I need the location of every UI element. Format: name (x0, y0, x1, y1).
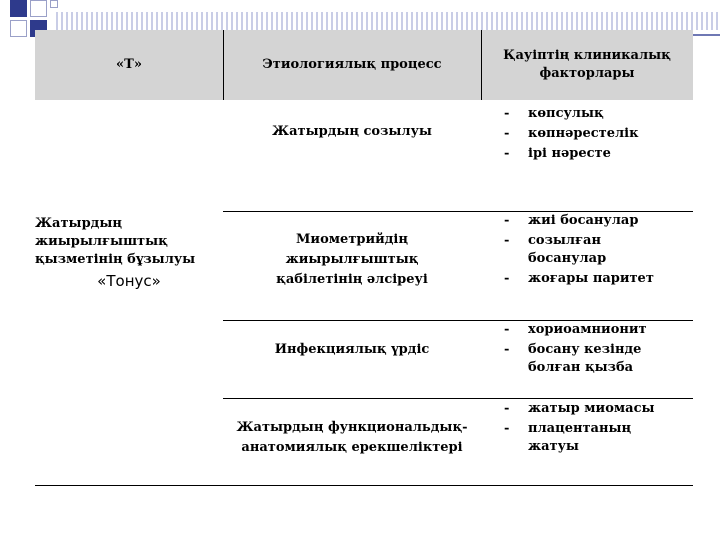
factor-list (503, 321, 663, 379)
header-col-factors: Қауіптің клиникалық факторлары (503, 48, 671, 81)
tonus-description: Жатырдың жиырылғыштық қызметінің бұзылуы (35, 216, 196, 267)
table-bottom-border (35, 485, 693, 486)
factor-text: ірі нәресте (528, 146, 611, 161)
bullet-dash: - (504, 106, 510, 121)
column-divider (481, 30, 482, 100)
list-item (503, 105, 703, 123)
bullet-dash: - (504, 146, 510, 161)
bullet-dash: - (504, 342, 510, 357)
decor-square (30, 0, 47, 17)
list-item (503, 232, 673, 268)
bullet-dash: - (504, 213, 510, 228)
decor-square (10, 20, 27, 37)
list-item (503, 145, 703, 163)
factor-text: плацентаның жатуы (528, 421, 632, 454)
list-item (503, 212, 673, 230)
decor-stripes (56, 12, 720, 30)
factor-text: жоғары паритет (528, 271, 654, 286)
process-cell: Жатырдың функциональдық-анатомиялық ерекшеліктері (236, 420, 468, 455)
row-divider (223, 398, 693, 399)
factor-list (503, 400, 673, 458)
tonus-label: «Тонус» (97, 272, 161, 290)
factor-text: созылған босанулар (528, 233, 607, 266)
list-item (503, 321, 663, 339)
list-item (503, 420, 673, 456)
decor-square (10, 0, 27, 17)
factor-text: хориоамнионит (528, 322, 647, 337)
factor-text: жиі босанулар (528, 213, 639, 228)
header-col-process: Этиологиялық процесс (262, 57, 442, 72)
bullet-dash: - (504, 401, 510, 416)
list-item (503, 341, 663, 377)
column-divider (223, 30, 224, 100)
factor-text: босану кезінде болған қызба (528, 342, 642, 375)
list-item (503, 270, 673, 288)
process-cell: Жатырдың созылуы (272, 124, 432, 139)
factor-list (503, 105, 703, 165)
header-col-t: «Т» (116, 57, 142, 72)
list-item (503, 125, 703, 143)
table-header (35, 30, 693, 100)
bullet-dash: - (504, 421, 510, 436)
factor-text: жатыр миомасы (528, 401, 655, 416)
factor-list (503, 212, 673, 290)
bullet-dash: - (504, 126, 510, 141)
bullet-dash: - (504, 322, 510, 337)
risk-factors-table (35, 30, 693, 486)
bullet-dash: - (504, 271, 510, 286)
tonus-cell (35, 215, 223, 290)
process-cell: Инфекциялық үрдіс (274, 342, 430, 357)
decor-square (50, 0, 58, 8)
factor-text: көпсулық (528, 106, 604, 121)
process-cell: Миометрийдің жиырылғыштық қабілетінің әлсіреуі (276, 232, 428, 287)
bullet-dash: - (504, 233, 510, 248)
list-item (503, 400, 673, 418)
factor-text: көпнәрестелік (528, 126, 639, 141)
